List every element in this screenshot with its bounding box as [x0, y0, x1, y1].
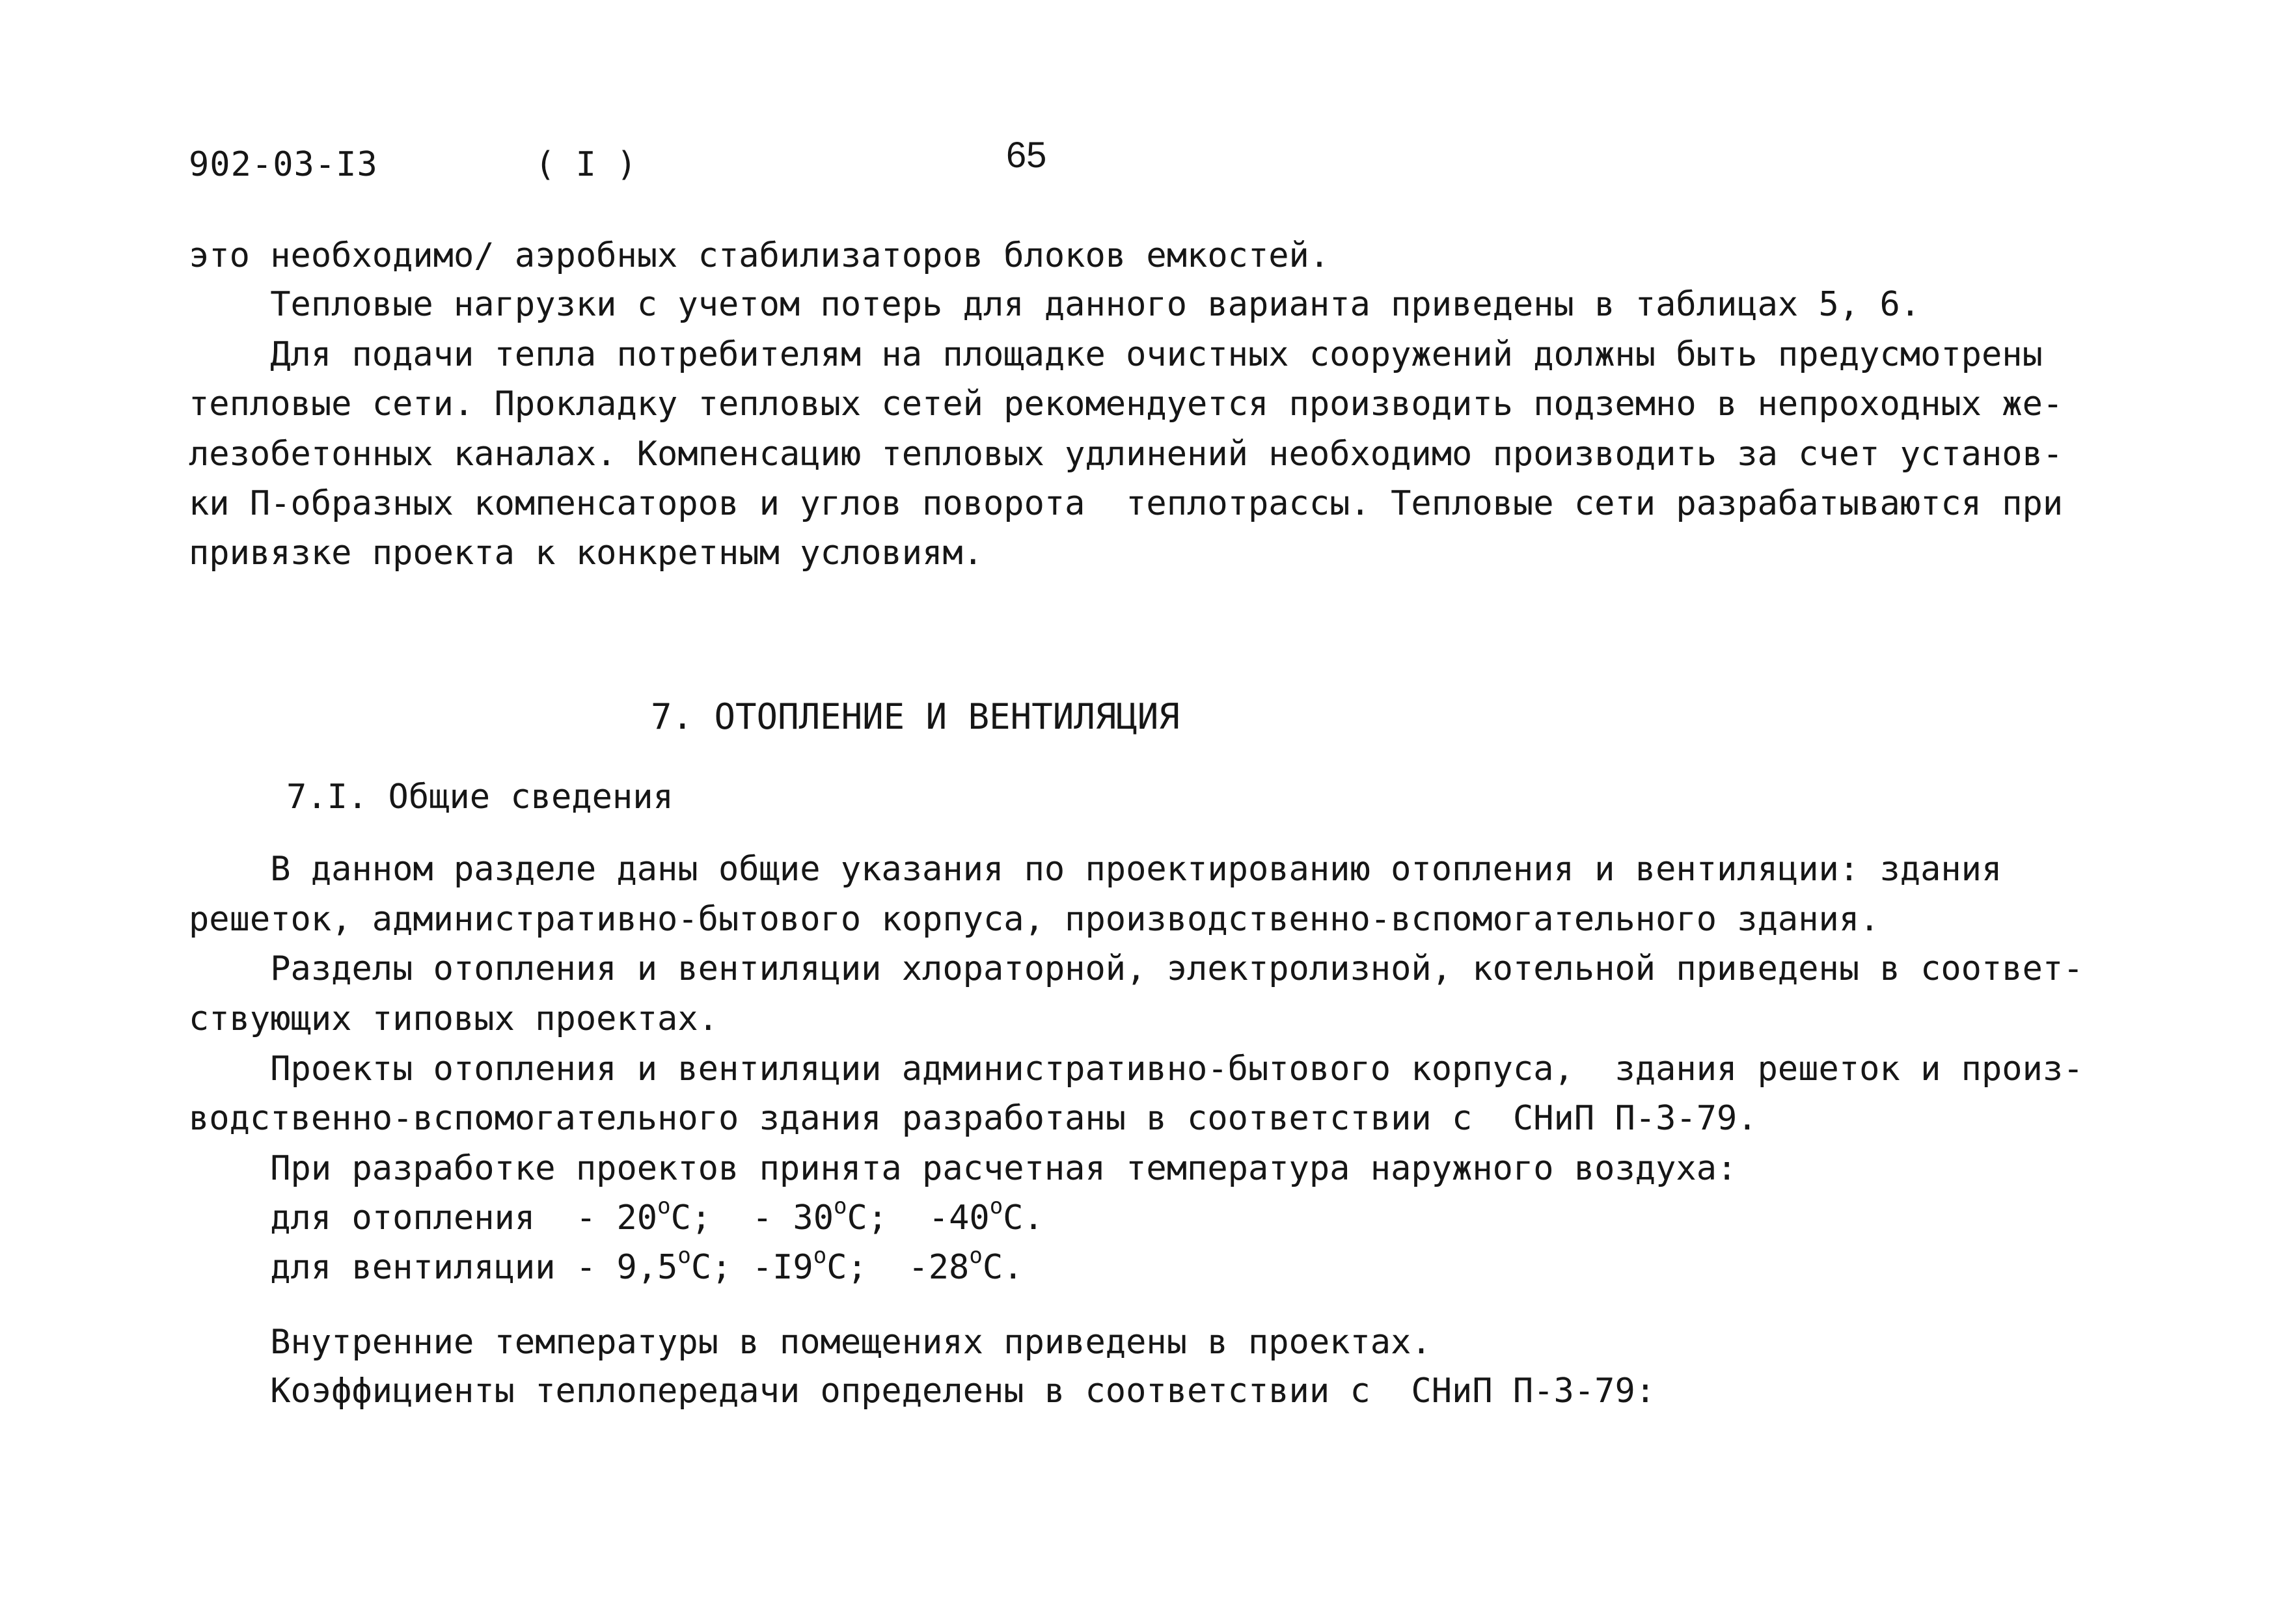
body-line-2: решеток, административно-бытового корпуса, производственно-вспомогательного здания. [189, 900, 1880, 939]
body-line-6: водственно-вспомогательного здания разработаны в соответствии с СНиП П-3-79. [189, 1099, 1758, 1138]
page-number: 65 [1006, 134, 1047, 175]
ventilation-temp-3: -28 [908, 1248, 970, 1287]
intro-line-1: это необходимо/ аэробных стабилизаторов блоков емкостей. [189, 236, 1330, 275]
heating-temp-2: 30 [793, 1198, 834, 1238]
terminator: . [1023, 1198, 1044, 1238]
heating-temperature-line [189, 1193, 1044, 1243]
heating-label: для отопления - [189, 1198, 617, 1238]
degree-sign: o [989, 1193, 1003, 1219]
intro-line-4: тепловые сети. Прокладку тепловых сетей рекомендуется производить подземно в непроходных же- [189, 385, 2064, 424]
degree-sign: o [969, 1242, 983, 1269]
intro-line-2: Тепловые нагрузки с учетом потерь для данного варианта приведены в таблицах 5, 6. [189, 285, 1921, 324]
degree-sign: o [677, 1242, 691, 1269]
unit-c: C [847, 1198, 867, 1238]
unit-c: C [1003, 1198, 1024, 1238]
separator: ; [847, 1248, 908, 1287]
heating-temp-1: 20 [616, 1198, 658, 1238]
body-line-1: В данном разделе даны общие указания по проектированию отопления и вентиляции: здания [189, 850, 2002, 889]
ventilation-temp-1: 9,5 [616, 1248, 678, 1287]
body-line-4: ствующих типовых проектах. [189, 999, 718, 1038]
intro-line-3: Для подачи тепла потребителям на площадке очистных сооружений должны быть предусмотрены [189, 335, 2043, 374]
terminator: . [1003, 1248, 1024, 1287]
degree-sign: o [813, 1242, 827, 1269]
unit-c: C [982, 1248, 1003, 1287]
heating-temp-3: -40 [928, 1198, 990, 1238]
separator: ; [711, 1248, 752, 1287]
closing-line-1: Внутренние температуры в помещениях приведены в проектах. [189, 1323, 1432, 1362]
unit-c: C [826, 1248, 847, 1287]
ventilation-temperature-line [189, 1243, 1023, 1292]
ventilation-temp-2: -I9 [752, 1248, 813, 1287]
unit-c: C [690, 1248, 712, 1287]
closing-line-2: Коэффициенты теплопередачи определены в соответствии с СНиП П-3-79: [189, 1372, 1656, 1411]
degree-sign: o [834, 1193, 847, 1219]
body-line-5: Проекты отопления и вентиляции административно-бытового корпуса, здания решеток и произ- [189, 1049, 2084, 1089]
intro-line-5: лезобетонных каналах. Компенсацию тепловых удлинений необходимо производить за счет установ- [189, 435, 2064, 474]
body-line-3: Разделы отопления и вентиляции хлораторной, электролизной, котельной приведены в соответ- [189, 949, 2084, 988]
ventilation-label: для вентиляции - [189, 1248, 617, 1287]
subsection-title: 7.I. Общие сведения [286, 778, 674, 817]
document-volume: ( I ) [535, 145, 637, 184]
intro-line-7: привязке проекта к конкретным условиям. [189, 534, 983, 573]
page-header [0, 133, 2290, 198]
document-code: 902-03-I3 [189, 145, 378, 184]
body-line-7: При разработке проектов принята расчетная температура наружного воздуха: [189, 1149, 1738, 1188]
section-title: 7. ОТОПЛЕНИЕ И ВЕНТИЛЯЦИЯ [651, 696, 1180, 737]
degree-sign: o [657, 1193, 671, 1219]
intro-line-6: ки П-образных компенсаторов и углов поворота теплотрассы. Тепловые сети разрабатываются при [189, 484, 2064, 523]
separator: ; - [690, 1198, 793, 1238]
unit-c: C [670, 1198, 691, 1238]
separator: ; [867, 1198, 929, 1238]
